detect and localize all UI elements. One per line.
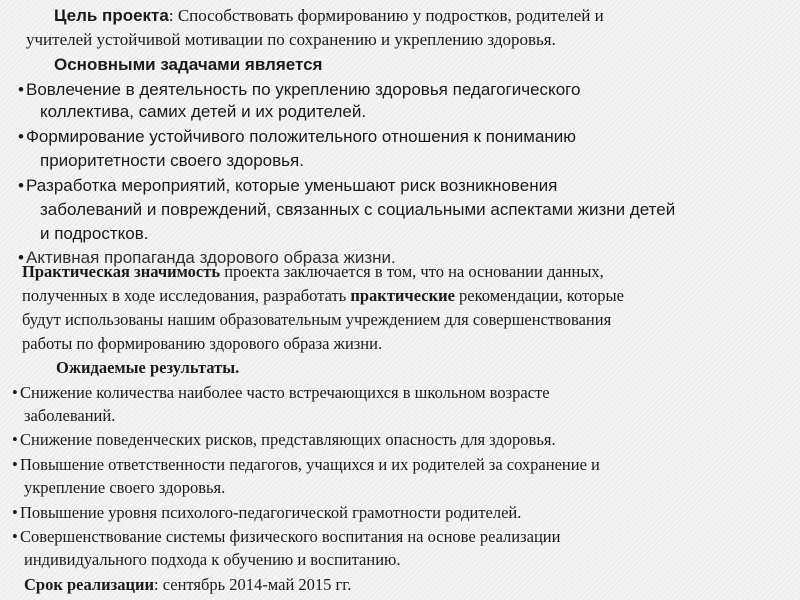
- goal-label: Цель проекта: [54, 6, 169, 25]
- task-item-1-line-1: Вовлечение в деятельность по укреплению здоровья педагогического: [26, 80, 581, 99]
- significance-text-1: проекта заключается в том, что на основании данных,: [220, 262, 604, 281]
- result-item-5-line-1: Совершенствование системы физического воспитания на основе реализации: [20, 527, 561, 546]
- result-item-3-line-2: укрепление своего здоровья.: [24, 478, 226, 497]
- task-item-4-line-1: Активная пропаганда здорового образа жизни.: [26, 248, 396, 267]
- result-item-5-line-2: индивидуального подхода к обучению и воспитанию.: [24, 550, 401, 569]
- term-label: Срок реализации: [24, 575, 155, 594]
- bullet-icon: •: [12, 503, 18, 522]
- significance-line-3: будут использованы нашим образовательным учреждением для совершенствования: [22, 310, 612, 329]
- significance-line-2: [22, 286, 624, 306]
- goal-text-1: : Способствовать формированию у подростков, родителей и: [168, 6, 604, 25]
- significance-bold-word: практические: [350, 286, 455, 305]
- task-item-3-line-2: заболеваний и повреждений, связанных с социальными аспектами жизни детей: [40, 200, 676, 219]
- goal-text-2: учителей устойчивой мотивации по сохранению и укреплению здоровья.: [26, 30, 556, 49]
- bullet-icon: •: [12, 527, 18, 546]
- significance-text-2-end: рекомендации, которые: [454, 286, 624, 305]
- bullet-icon: •: [18, 127, 24, 146]
- task-item-2-line-1: Формирование устойчивого положительного отношения к пониманию: [26, 127, 577, 146]
- significance-text-2: полученных в ходе исследования, разработать: [22, 286, 351, 305]
- task-item-3-line-3: и подростков.: [40, 224, 149, 243]
- bullet-icon: •: [18, 248, 24, 267]
- result-item-4-line-1: Повышение уровня психолого-педагогической грамотности родителей.: [20, 503, 522, 522]
- task-item-3-line-1: Разработка мероприятий, которые уменьшают риск возникновения: [26, 176, 558, 195]
- task-item-1-line-2: коллектива, самих детей и их родителей.: [40, 102, 367, 121]
- significance-line-1: [22, 262, 604, 282]
- significance-line-4: работы по формированию здорового образа жизни.: [22, 334, 383, 353]
- result-item-1-line-1: Снижение количества наиболее часто встречающихся в школьном возрасте: [20, 383, 550, 402]
- result-item-3-line-1: Повышение ответственности педагогов, учащихся и их родителей за сохранение и: [20, 455, 600, 474]
- bullet-icon: •: [18, 80, 24, 99]
- bullet-icon: •: [12, 455, 18, 474]
- results-heading: Ожидаемые результаты.: [56, 358, 240, 377]
- bullet-icon: •: [18, 176, 24, 195]
- bullet-icon: •: [12, 430, 18, 449]
- goal-line-1: [54, 6, 604, 26]
- term-line: [24, 575, 351, 595]
- term-value: : сентябрь 2014-май 2015 гг.: [154, 575, 352, 594]
- significance-label: Практическая значимость: [22, 262, 221, 281]
- bullet-icon: •: [12, 383, 18, 402]
- task-item-2-line-2: приоритетности своего здоровья.: [40, 151, 304, 170]
- result-item-1-line-2: заболеваний.: [24, 406, 116, 425]
- result-item-2-line-1: Снижение поведенческих рисков, представляющих опасность для здоровья.: [20, 430, 556, 449]
- tasks-heading: Основными задачами является: [54, 55, 323, 74]
